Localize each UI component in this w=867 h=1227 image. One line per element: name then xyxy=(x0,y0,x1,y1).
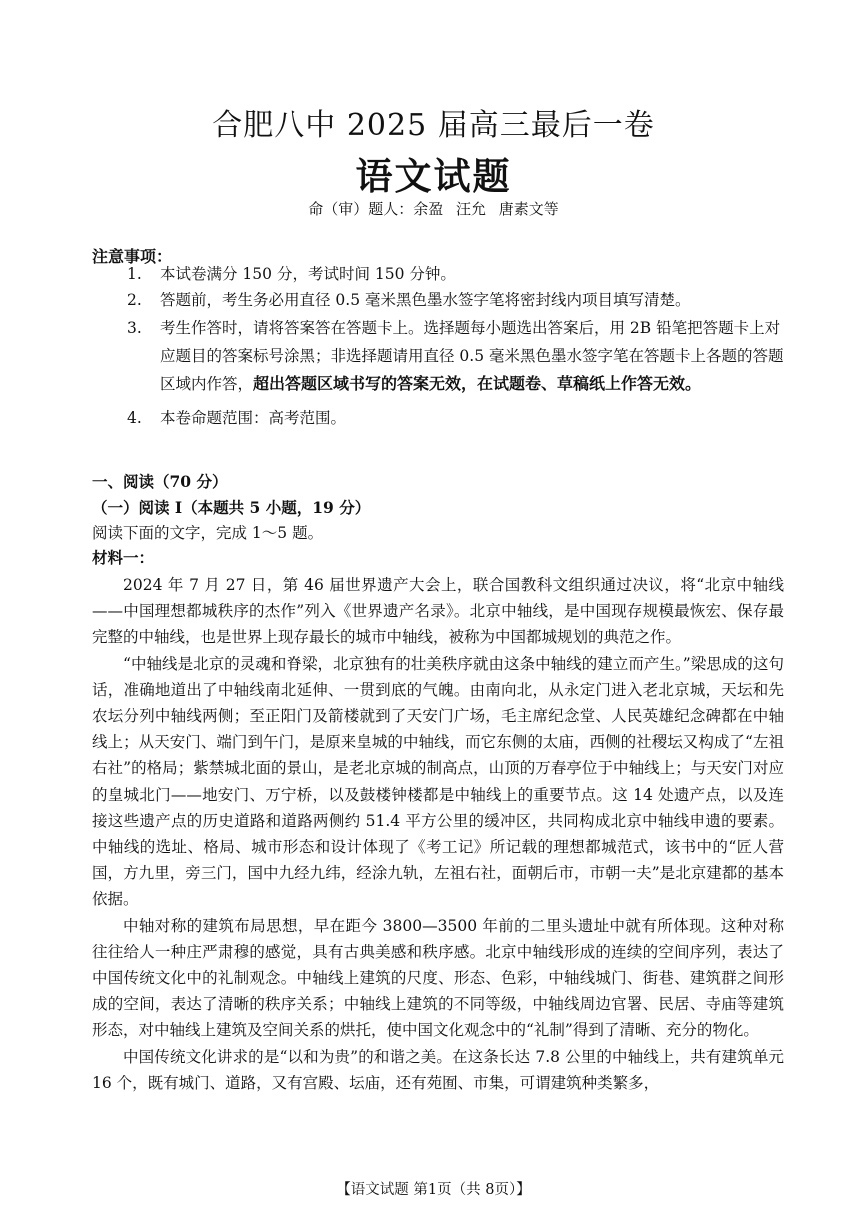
page-footer: 【语文试题 第1页（共 8页）】 xyxy=(336,1182,531,1198)
exam-authors: 命（审）题人：余盈 汪允 唐素文等 xyxy=(308,200,559,218)
notice-item-emphasis: 超出答题区域书写的答案无效，在试题卷、草稿纸上作答无效。 xyxy=(253,374,702,393)
passage-paragraph: 2024 年 7 月 27 日，第 46 届世界遗产大会上，联合国教科文组织通过决议，将“北京中轴线——中国理想都城秩序的杰作”列入《世界遗产名录》。北京中轴线，是中国现存规模最恢宏、保存最完整的中轴线，也是世界上现存最长的城市中轴线，被称为中国都城规划的典范之作。 xyxy=(92,576,784,647)
part-title: 一、阅读（70 分） xyxy=(92,472,228,491)
subsection-title: （一）阅读 I（本题共 5 小题，19 分） xyxy=(92,498,371,517)
notice-item xyxy=(92,314,792,398)
exam-title-line1: 合肥八中 2025 届高三最后一卷 xyxy=(212,108,655,143)
notice-item xyxy=(92,406,792,431)
notice-item-number: 1. xyxy=(127,265,142,283)
material-label: 材料一： xyxy=(92,548,155,567)
notice-item-text: 答题前，考生务必用直径 0.5 毫米黑色墨水签字笔将密封线内项目填写清楚。 xyxy=(160,291,691,309)
reading-instruction: 阅读下面的文字，完成 1～5 题。 xyxy=(92,524,324,542)
notice-item-text xyxy=(160,314,792,398)
passage-paragraph: “中轴线是北京的灵魂和脊梁，北京独有的壮美秩序就由这条中轴线的建立而产生。”梁思成的这句话，准确地道出了中轴线南北延伸、一贯到底的气魄。由南向北，从永定门进入老北京城，天坛和先农坛分列中轴线两侧；至正阳门及箭楼就到了天安门广场，毛主席纪念堂、人民英雄纪念碑都在中轴线上；从天安门、端门到午门，是原来皇城的中轴线，而它东侧的太庙，西侧的社稷坛又构成了“左祖右社”的格局；紫禁城北面的景山，是老北京城的制高点，山顶的万春亭位于中轴线上；与天安门对应的皇城北门——地安门、万宁桥，以及鼓楼钟楼都是中轴线上的重要节点。这 14 处遗产点，以及连接这些遗产点的历史道路和道路两侧约 51.4 平方公里的缓冲区，共同构成北京中轴线申遗的要素。中轴线的选址、格局、城市形态和设计体现了《考工记》所记载的理想都城范式，该书中的“匠人营国，方九里，旁三门，国中九经九纬，经涂九轨，左祖右社，面朝后市，市朝一夫”是北京建都的基本依据。 xyxy=(92,654,784,909)
notice-item-text: 本试卷满分 150 分，考试时间 150 分钟。 xyxy=(160,265,456,283)
passage-paragraph: 中国传统文化讲求的是“以和为贵”的和谐之美。在这条长达 7.8 公里的中轴线上，共有建筑单元 16 个，既有城门、道路，又有宫殿、坛庙，还有苑囿、市集，可谓建筑种类繁多， xyxy=(92,1047,784,1092)
notice-item-plain: 考生作答时，请将答案答在答题卡上。选择题每小题选出答案后，用 2B 铅笔把答题卡上对应题目的答案标号涂黑；非选择题请用直径 0.5 毫米黑色墨水签字笔在答题卡上各题的答题区域内作答， xyxy=(160,319,784,393)
notice-list xyxy=(92,262,792,431)
passage-paragraph: 中轴对称的建筑布局思想，早在距今 3800—3500 年前的二里头遗址中就有所体现。这种对称往往给人一种庄严肃穆的感觉，具有古典美感和秩序感。北京中轴线形成的连续的空间序列，表达了中国传统文化中的礼制观念。中轴线上建筑的尺度、形态、色彩，中轴线城门、街巷、建筑群之间形成的空间，表达了清晰的秩序关系；中轴线上建筑的不同等级，中轴线周边官署、民居、寺庙等建筑形态，对中轴线上建筑及空间关系的烘托，使中国文化观念中的“礼制”得到了清晰、充分的物化。 xyxy=(92,916,784,1040)
reading-passage xyxy=(92,572,784,1096)
notice-item-text: 本卷命题范围：高考范围。 xyxy=(160,409,347,427)
notice-item-number: 2. xyxy=(127,291,142,309)
exam-title-subject: 语文试题 xyxy=(355,154,512,198)
notice-item-number: 3. xyxy=(127,319,142,337)
notice-item-number: 4. xyxy=(127,409,142,427)
notice-item xyxy=(92,288,792,313)
notice-heading: 注意事项： xyxy=(92,247,173,266)
notice-item xyxy=(92,262,792,287)
